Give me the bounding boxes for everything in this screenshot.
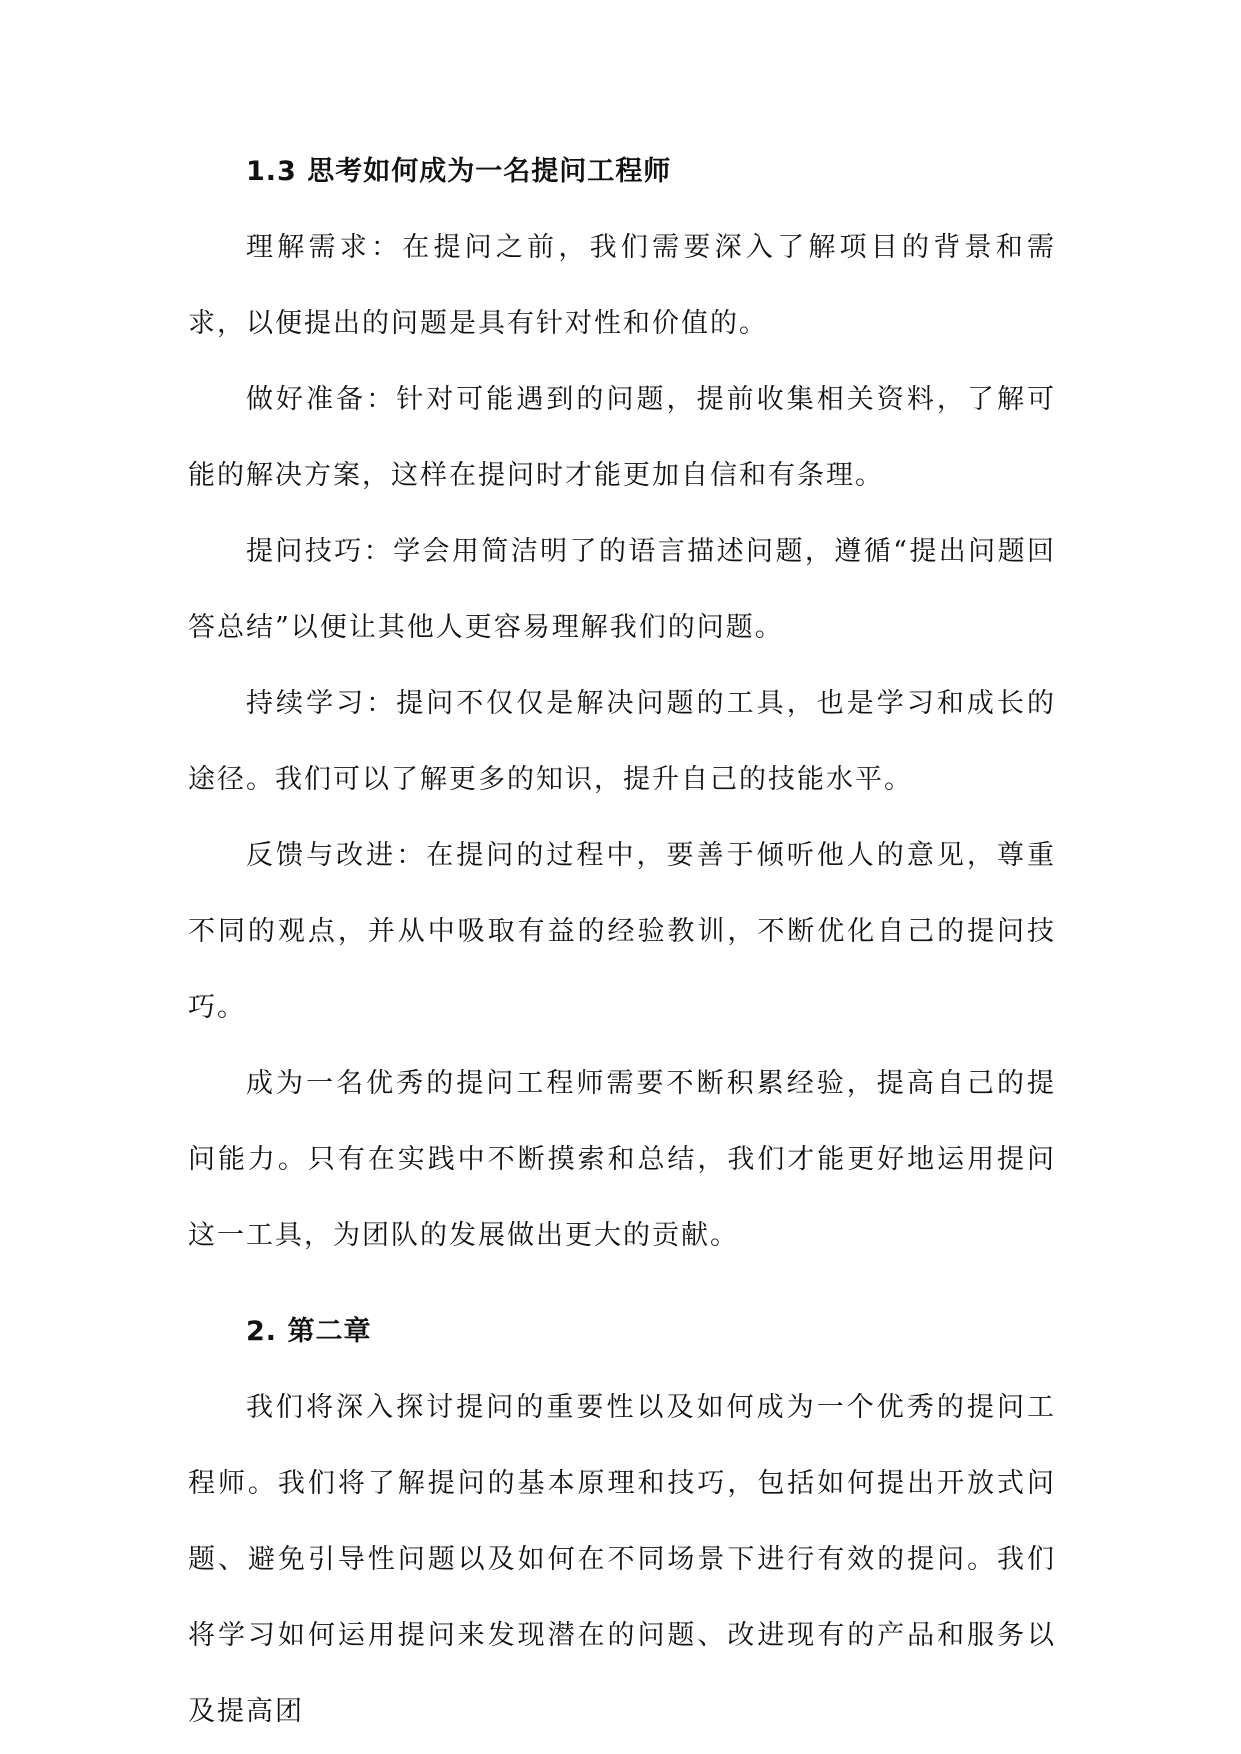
paragraph-preparation: 做好准备：针对可能遇到的问题，提前收集相关资料，了解可能的解决方案，这样在提问时才能更加自信和有条理。 bbox=[188, 384, 1056, 491]
section-heading-1-3: 1.3 思考如何成为一名提问工程师 bbox=[246, 156, 672, 187]
page-content bbox=[188, 142, 1056, 1750]
paragraph-chapter-2-intro: 我们将深入探讨提问的重要性以及如何成为一个优秀的提问工程师。我们将了解提问的基本原理和技巧，包括如何提出开放式问题、避免引导性问题以及如何在不同场景下进行有效的提问。我们将学习如何运用提问来发现潜在的问题、改进现有的产品和服务以及提高团 bbox=[188, 1392, 1056, 1727]
paragraph-continuous-learning: 持续学习：提问不仅仅是解决问题的工具，也是学习和成长的途径。我们可以了解更多的知识，提升自己的技能水平。 bbox=[188, 688, 1056, 795]
paragraph-question-skills: 提问技巧：学会用简洁明了的语言描述问题，遵循“提出问题回答总结”以便让其他人更容易理解我们的问题。 bbox=[188, 536, 1056, 643]
paragraph-feedback-improvement: 反馈与改进：在提问的过程中，要善于倾听他人的意见，尊重不同的观点，并从中吸取有益的经验教训，不断优化自己的提问技巧。 bbox=[188, 840, 1056, 1023]
chapter-heading-2: 2. 第二章 bbox=[246, 1316, 372, 1347]
paragraph-understand-needs: 理解需求：在提问之前，我们需要深入了解项目的背景和需求，以便提出的问题是具有针对性和价值的。 bbox=[188, 232, 1056, 339]
paragraph-summary: 成为一名优秀的提问工程师需要不断积累经验，提高自己的提问能力。只有在实践中不断摸索和总结，我们才能更好地运用提问这一工具，为团队的发展做出更大的贡献。 bbox=[188, 1068, 1056, 1251]
